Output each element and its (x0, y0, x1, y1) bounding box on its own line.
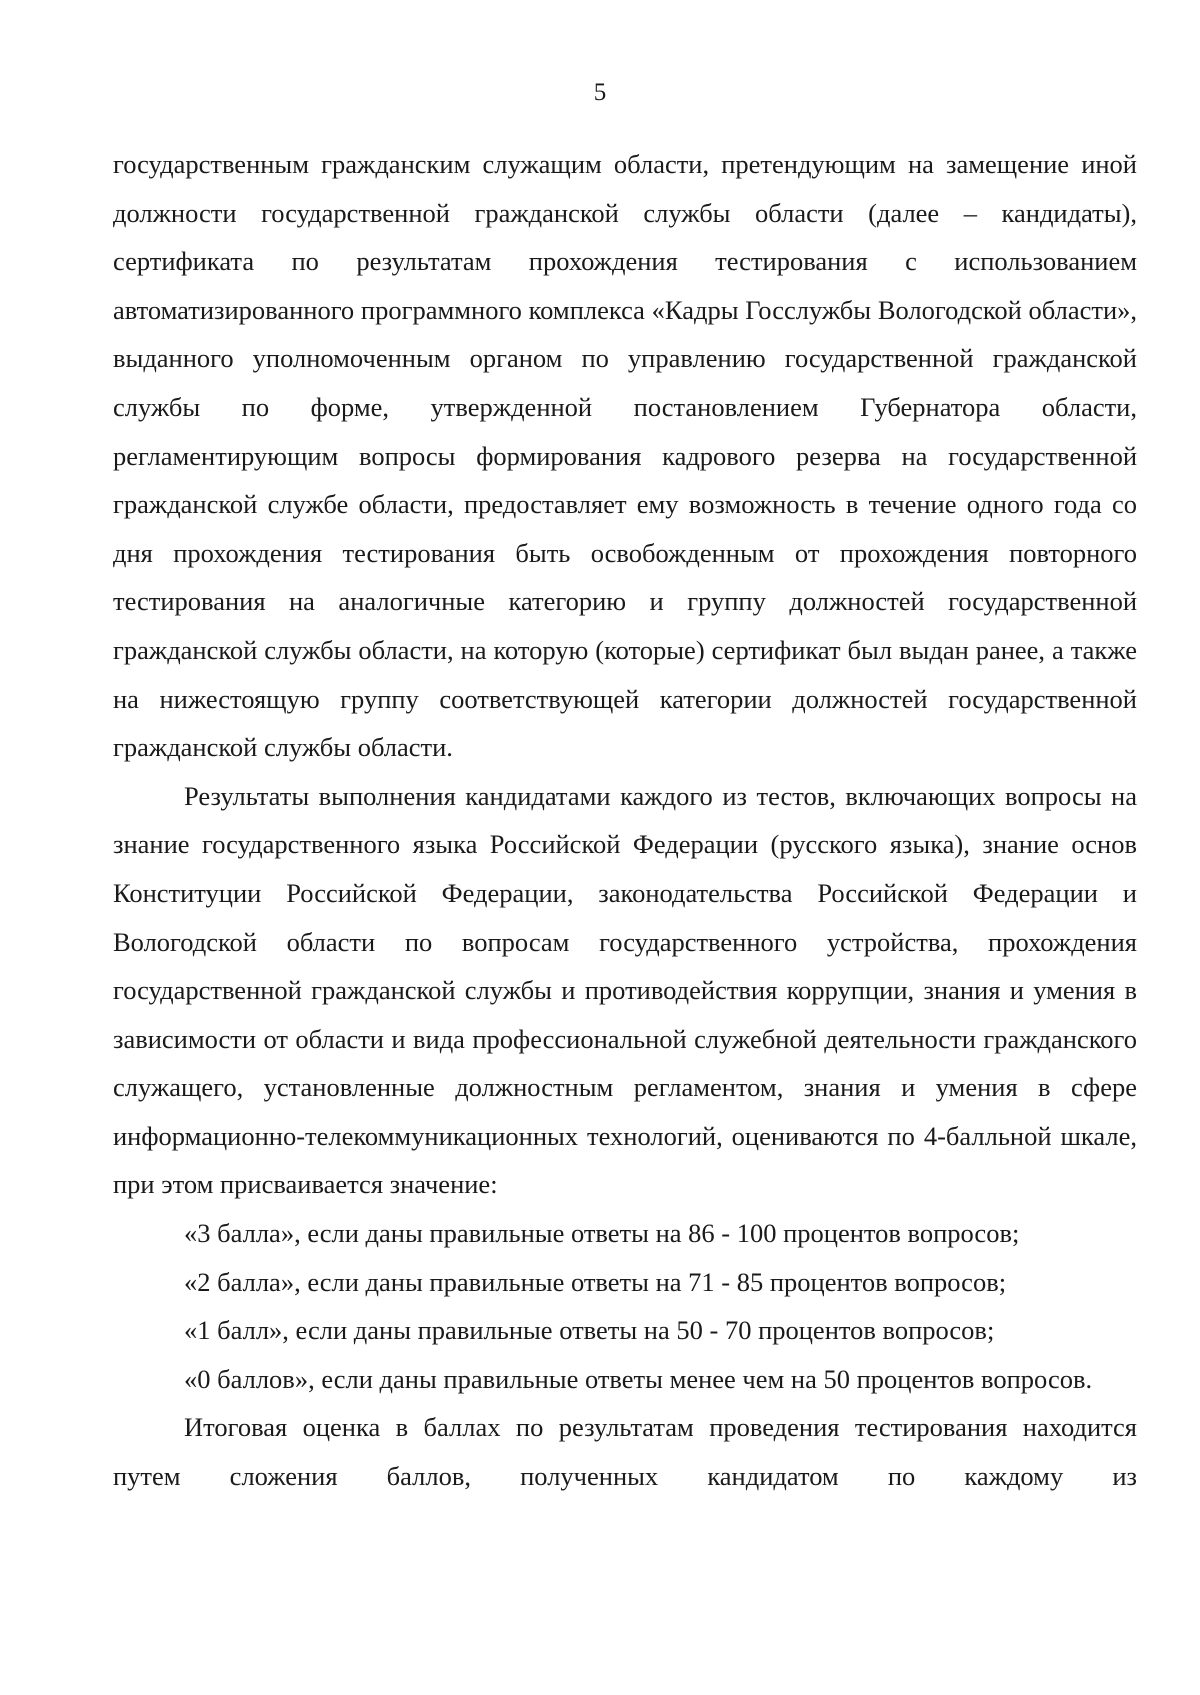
document-body (113, 140, 1137, 1501)
paragraph-final-score: Итоговая оценка в баллах по результатам проведения тестирования находится путем сложения баллов, полученных кандидатом по каждому из (113, 1412, 1137, 1492)
score-item-2-points: «2 балла», если даны правильные ответы на 71 - 85 процентов вопросов; (184, 1266, 1007, 1297)
page-number: 5 (593, 79, 607, 106)
score-item-1-point: «1 балл», если даны правильные ответы на 50 - 70 процентов вопросов; (184, 1315, 995, 1346)
score-item-0-points: «0 баллов», если даны правильные ответы менее чем на 50 процентов вопросов. (184, 1363, 1093, 1394)
score-item-3-points: «3 балла», если даны правильные ответы на 86 - 100 процентов вопросов; (184, 1218, 1020, 1249)
paragraph-test-results: Результаты выполнения кандидатами каждого из тестов, включающих вопросы на знание государственного языка Российской Федерации (русского языка), знание основ Конституции Российской Федерации, законодательства Российской Федерации и Вологодской области по вопросам государственного устройства, прохождения государственной гражданской службы и противодействия коррупции, знания и умения в зависимости от области и вида профессиональной служебной деятельности гражданского служащего, установленные должностным регламентом, знания и умения в сфере информационно-телекоммуникационных технологий, оцениваются по 4-балльной шкале, при этом присваивается значение: (113, 780, 1137, 1200)
paragraph-certificate: государственным гражданским служащим области, претендующим на замещение иной должности государственной гражданской службы области (далее – кандидаты), сертификата по результатам прохождения тестирования с использованием автоматизированного программного комплекса «Кадры Госслужбы Вологодской области», выданного уполномоченным органом по управлению государственной гражданской службы по форме, утвержденной постановлением Губернатора области, регламентирующим вопросы формирования кадрового резерва на государственной гражданской службе области, предоставляет ему возможность в течение одного года со дня прохождения тестирования быть освобожденным от прохождения повторного тестирования на аналогичные категорию и группу должностей государственной гражданской службы области, на которую (которые) сертификат был выдан ранее, а также на нижестоящую группу соответствующей категории должностей государственной гражданской службы области. (113, 149, 1137, 763)
